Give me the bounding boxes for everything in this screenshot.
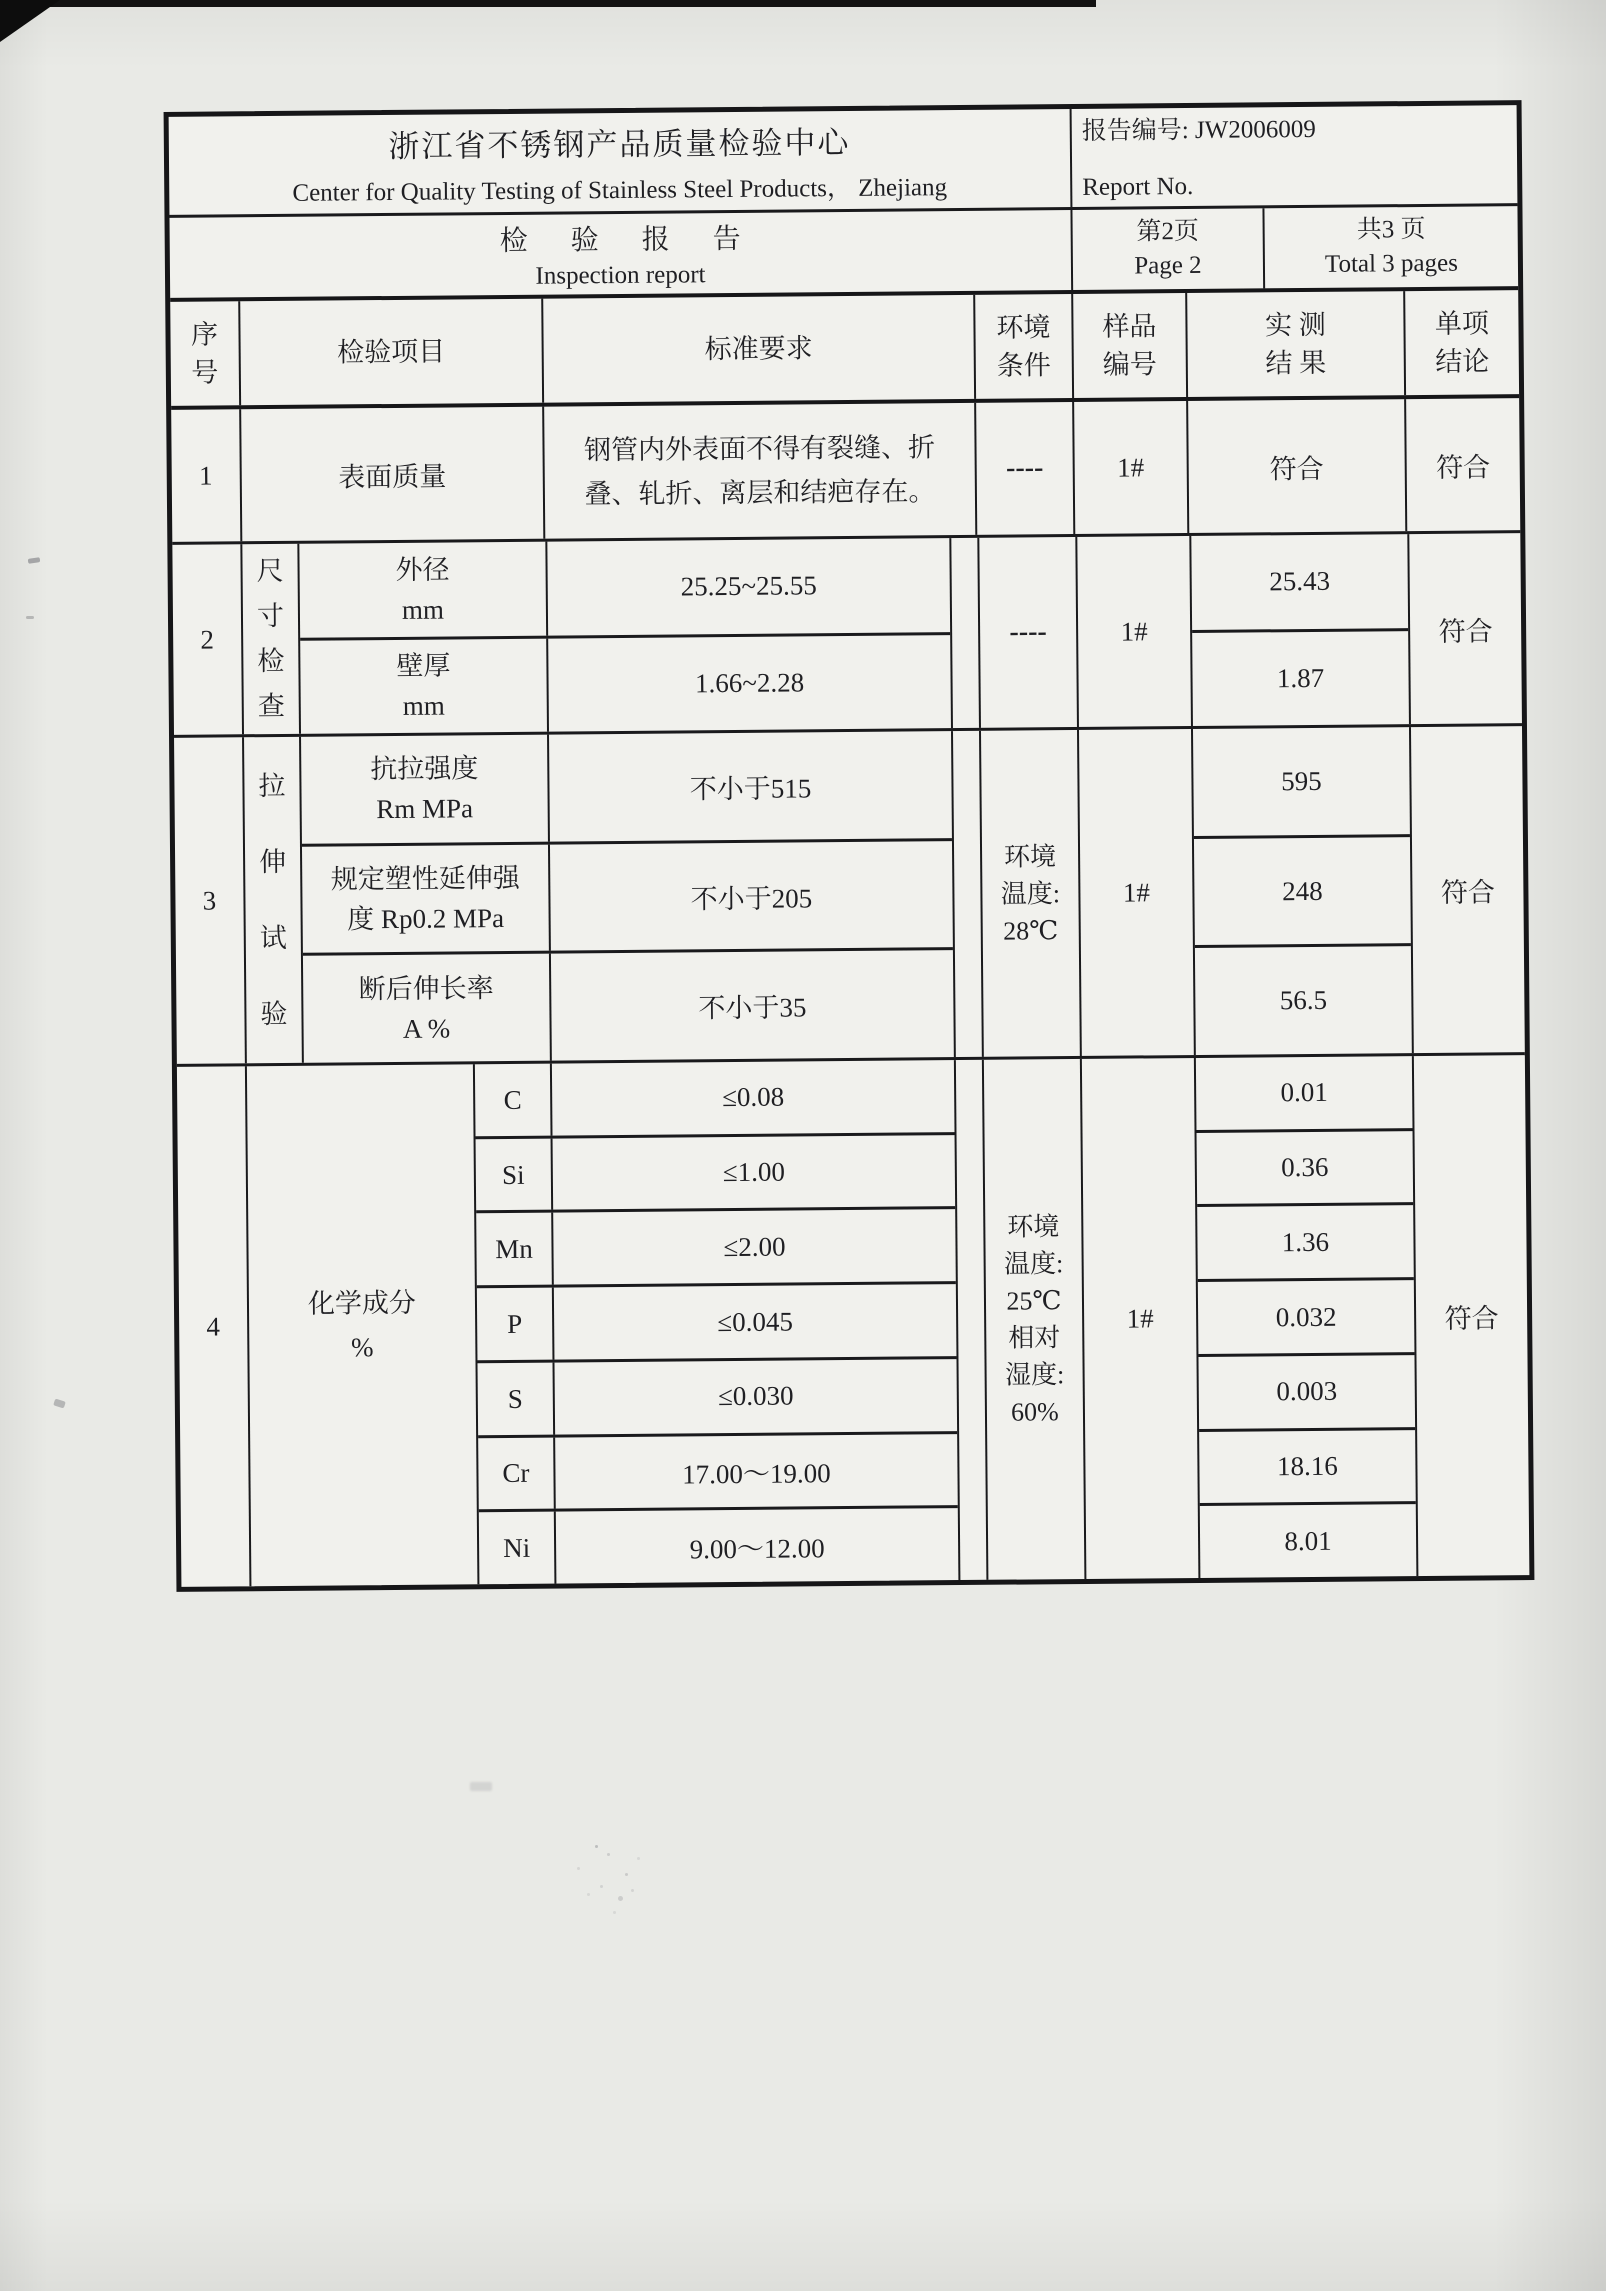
result-value: 248 bbox=[1194, 837, 1411, 949]
scan-corner-artifact bbox=[0, 0, 60, 42]
scan-speck bbox=[470, 1782, 492, 1791]
doc-title-en: Inspection report bbox=[535, 261, 706, 290]
col-header-sample: 样品 编号 bbox=[1071, 293, 1186, 398]
result-value: 18.16 bbox=[1199, 1430, 1416, 1507]
sample-cell: 1# bbox=[1075, 536, 1191, 727]
env-cell: 环境 温度: 28℃ bbox=[979, 730, 1080, 1057]
env-dashes: ---- bbox=[1005, 452, 1044, 484]
element-symbol: Mn bbox=[476, 1213, 554, 1285]
doc-title-zh: 检 验 报 告 bbox=[499, 223, 759, 258]
sub-row bbox=[299, 538, 950, 640]
page-number-cell bbox=[1070, 208, 1263, 290]
result-stack bbox=[1194, 1056, 1417, 1578]
sub-row bbox=[477, 1359, 957, 1438]
element-symbol: Si bbox=[476, 1138, 554, 1210]
doc-title-row bbox=[169, 203, 1518, 298]
result-value: 0.01 bbox=[1196, 1056, 1413, 1133]
standard-text: 钢管内外表面不得有裂缝、折叠、轧折、离层和结疤存在。 bbox=[583, 432, 936, 510]
sub-standard: ≤0.045 bbox=[717, 1306, 794, 1337]
element-symbol: C bbox=[475, 1064, 553, 1136]
env-cell bbox=[974, 402, 1073, 535]
result-value: 1.87 bbox=[1276, 662, 1325, 694]
sub-row bbox=[476, 1210, 956, 1289]
sub-item: 规定塑性延伸强 度 Rp0.2 MPa bbox=[302, 844, 551, 953]
sub-grid bbox=[297, 538, 979, 734]
center-name-zh: 浙江省不锈钢产品质量检验中心 bbox=[388, 124, 851, 164]
result-cell: 符合 bbox=[1186, 399, 1405, 533]
element-symbol: Ni bbox=[479, 1512, 557, 1584]
col-header-standard: 标准要求 bbox=[541, 295, 974, 403]
standard-cell bbox=[542, 403, 975, 539]
total-pages-en: Total 3 pages bbox=[1324, 249, 1459, 278]
sub-row bbox=[476, 1135, 956, 1214]
sub-grid bbox=[473, 1060, 987, 1584]
sub-standard: 1.66~2.28 bbox=[694, 667, 805, 699]
col-header-result: 实 测 结 果 bbox=[1185, 291, 1404, 397]
result-value: 0.36 bbox=[1197, 1131, 1414, 1208]
group-label-cell bbox=[242, 737, 302, 1063]
sub-standard: 不小于35 bbox=[698, 992, 807, 1024]
sub-item: 抗拉强度 Rm MPa bbox=[301, 735, 550, 844]
scan-smudge bbox=[595, 1845, 598, 1848]
page-number-en: Page 2 bbox=[1134, 251, 1202, 280]
sample-cell: 1# bbox=[1080, 1058, 1199, 1579]
element-symbol: S bbox=[477, 1362, 555, 1434]
item-cell: 表面质量 bbox=[239, 407, 543, 542]
sub-standard: 25.25~25.55 bbox=[680, 570, 817, 602]
element-symbol: Cr bbox=[478, 1437, 556, 1509]
group-label: 尺寸检查 bbox=[256, 555, 285, 722]
col-header-seq: 序 号 bbox=[190, 319, 219, 388]
env-cell bbox=[977, 537, 1077, 728]
sub-row bbox=[303, 950, 954, 1062]
center-title-cell bbox=[169, 109, 1071, 215]
sub-grid bbox=[299, 731, 982, 1063]
sub-standard: ≤1.00 bbox=[722, 1156, 786, 1188]
sub-item: 断后伸长率 A % bbox=[303, 954, 552, 1063]
column-header-row bbox=[170, 286, 1519, 406]
seq-cell: 4 bbox=[206, 1311, 221, 1342]
table-title-row bbox=[169, 105, 1518, 215]
seq-cell: 1 bbox=[198, 460, 213, 491]
conclusion-cell: 符合 bbox=[1412, 1055, 1530, 1576]
element-symbol: P bbox=[477, 1288, 555, 1360]
sub-item: 外径 mm bbox=[299, 542, 548, 638]
total-pages: 共3 页 bbox=[1356, 215, 1426, 244]
doc-title-cell bbox=[169, 210, 1071, 298]
seq-cell: 3 bbox=[202, 885, 217, 916]
sub-row bbox=[479, 1508, 959, 1584]
sub-row bbox=[475, 1060, 955, 1139]
result-value: 0.032 bbox=[1198, 1280, 1415, 1357]
group-label-cell bbox=[240, 544, 299, 734]
scan-speck bbox=[28, 557, 41, 564]
sub-item: 壁厚 mm bbox=[300, 638, 549, 734]
col-header-item: 检验项目 bbox=[238, 299, 542, 406]
sub-row bbox=[300, 635, 951, 734]
seq-cell: 2 bbox=[200, 624, 215, 655]
env-dashes: ---- bbox=[1009, 616, 1047, 648]
table-row-tensile-test bbox=[174, 723, 1525, 1064]
sub-row bbox=[478, 1434, 958, 1513]
sub-row bbox=[302, 841, 953, 956]
sub-standard: ≤0.08 bbox=[722, 1081, 785, 1113]
total-pages-cell bbox=[1262, 206, 1518, 288]
result-value: 56.5 bbox=[1279, 985, 1328, 1016]
scan-speck bbox=[26, 616, 34, 619]
table-row-chemical-composition bbox=[177, 1052, 1530, 1587]
report-number-zh: 报告编号: JW2006009 bbox=[1081, 115, 1316, 145]
sample-cell: 1# bbox=[1077, 729, 1194, 1056]
scan-speck bbox=[53, 1398, 66, 1408]
conclusion-cell: 符合 bbox=[1404, 398, 1520, 531]
page-number: 第2页 bbox=[1136, 217, 1200, 246]
table-row-dimension-check bbox=[172, 530, 1522, 735]
report-number-en: Report No. bbox=[1082, 172, 1194, 201]
inspection-report-table bbox=[164, 100, 1535, 1592]
conclusion-cell: 符合 bbox=[1407, 533, 1522, 724]
sub-standard: ≤2.00 bbox=[723, 1231, 786, 1262]
result-value: 8.01 bbox=[1284, 1525, 1332, 1556]
sub-row bbox=[301, 731, 952, 846]
table-row-surface-quality bbox=[171, 394, 1520, 542]
result-value: 0.003 bbox=[1198, 1355, 1415, 1432]
result-value: 25.43 bbox=[1191, 534, 1408, 632]
sample-cell: 1# bbox=[1072, 401, 1187, 534]
group-label: 拉伸试验 bbox=[258, 770, 288, 1030]
conclusion-cell: 符合 bbox=[1409, 726, 1525, 1053]
group-label-cell: 化学成分 % bbox=[245, 1064, 478, 1586]
sub-row bbox=[477, 1284, 957, 1363]
scan-edge-bar bbox=[0, 0, 1096, 7]
result-stack bbox=[1189, 534, 1409, 726]
sub-standard: 17.00～19.00 bbox=[682, 1458, 831, 1490]
result-stack bbox=[1191, 727, 1412, 1055]
sub-standard: ≤0.030 bbox=[717, 1380, 794, 1412]
sub-standard: 不小于515 bbox=[689, 773, 812, 805]
env-cell: 环境 温度: 25℃ 相对 湿度: 60% bbox=[982, 1059, 1085, 1580]
sub-standard: 不小于205 bbox=[690, 882, 813, 914]
result-value: 1.36 bbox=[1197, 1206, 1414, 1283]
report-number-cell bbox=[1070, 105, 1518, 207]
col-header-conclusion: 单项 结论 bbox=[1403, 290, 1519, 395]
col-header-env: 环境 条件 bbox=[973, 294, 1072, 399]
result-value: 595 bbox=[1193, 727, 1410, 839]
sub-standard: 9.00～12.00 bbox=[689, 1532, 825, 1565]
center-name-en: Center for Quality Testing of Stainless Steel Products， Zhejiang bbox=[292, 173, 948, 207]
